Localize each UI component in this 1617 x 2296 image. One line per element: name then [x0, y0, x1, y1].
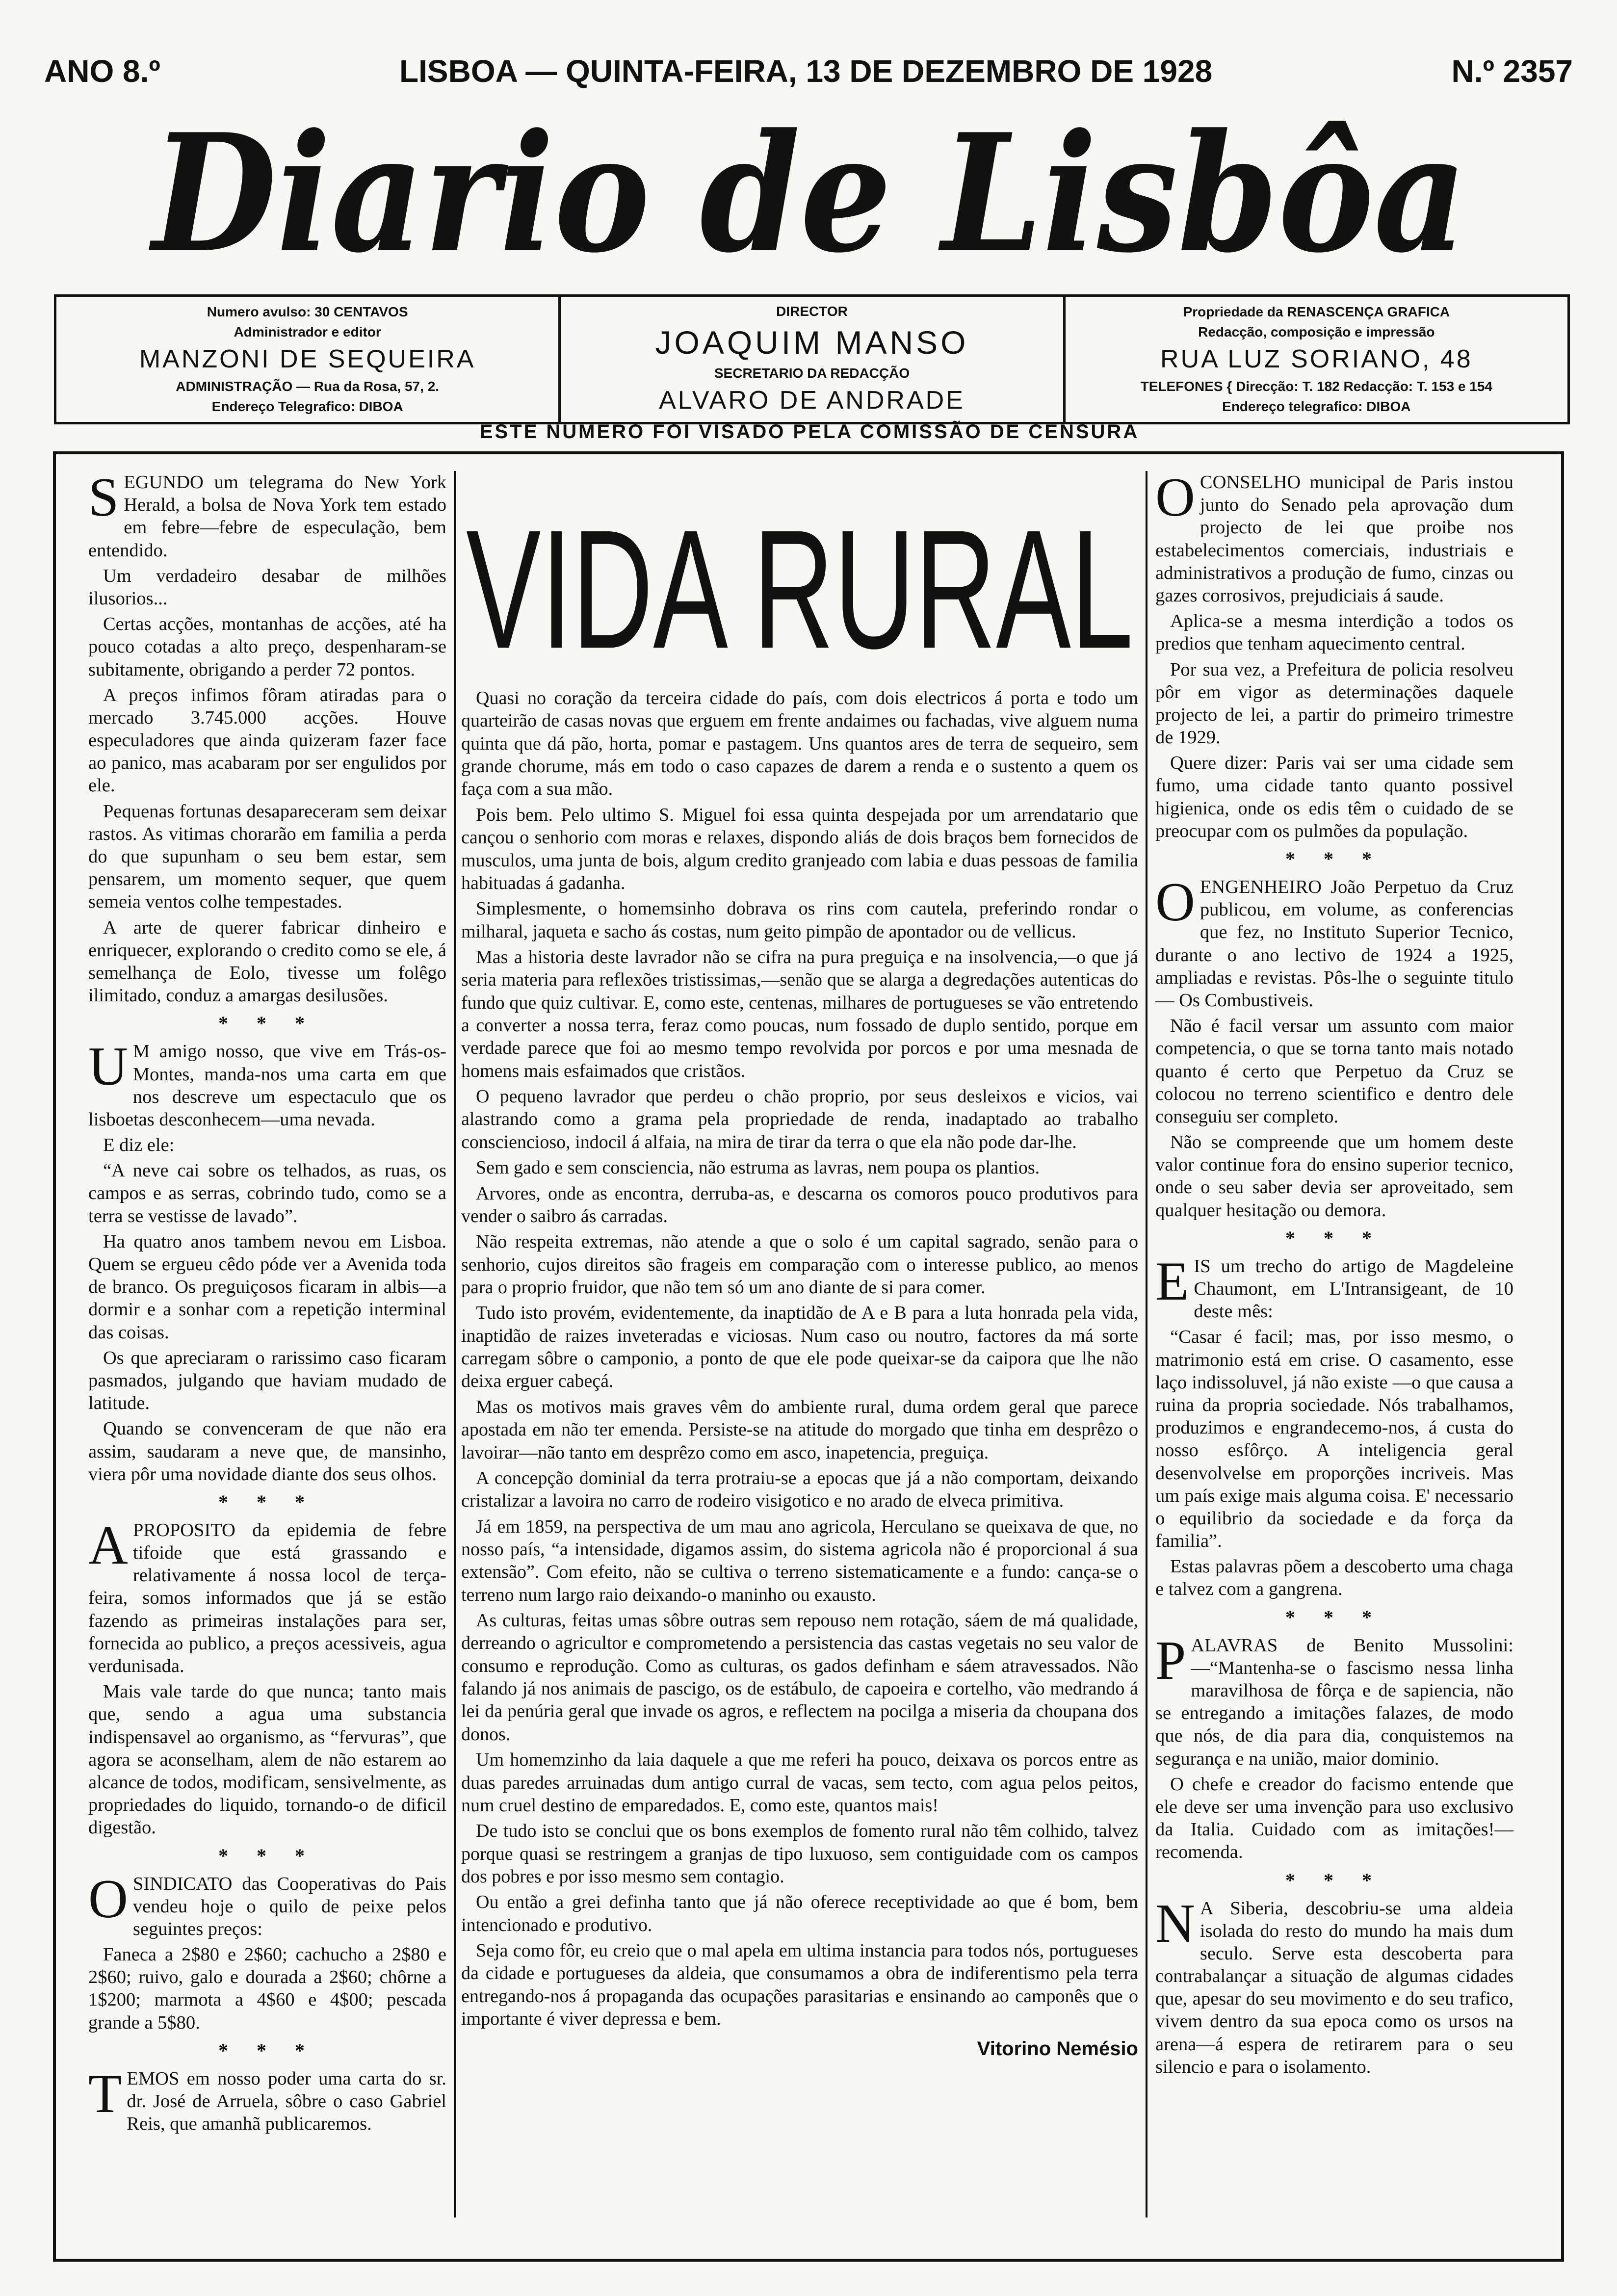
print-label: Redacção, composição e impressão	[1198, 324, 1435, 340]
admin-address: ADMINISTRAÇÃO — Rua da Rosa, 57, 2.	[176, 378, 440, 394]
center-column	[461, 687, 1138, 2061]
paragraph: Estas palavras põem a descoberto uma chaga e talvez com a gangrena.	[1155, 1556, 1513, 1600]
section-separator: * * *	[218, 1844, 316, 1867]
admin-name: MANZONI DE SEQUEIRA	[139, 345, 476, 374]
section-separator: * * *	[1285, 848, 1383, 870]
price-label: Numero avulso: 30 CENTAVOS	[207, 304, 408, 319]
paragraph: As culturas, feitas umas sôbre outras sem repouso nem rotação, sáem de má qualidade, derreando o agricultor e comprometendo a persistencia das castas vegetais no seu valor de consumo e reprodução. Como as culturas, os gados definham e sáem atravessados. Não falando já nos animais de pascigo, os de estábulo, de capoeira e cortelho, vão medrando á lei da penúria geral que invade os agros, e reflectem na pocilga a miseria da choupana dos donos.	[461, 1610, 1138, 1745]
paragraph: OENGENHEIRO João Perpetuo da Cruz publicou, em volume, as conferencias que fez, no Instituto Superior Tecnico, durante o ano lectivo de 1924 a 1925, ampliadas e revistas. Pôs-lhe o seguinte titulo — Os Combustiveis.	[1155, 872, 1513, 1011]
paragraph: A arte de querer fabricar dinheiro e enriquecer, explorando o credito como se ele, á semelhança de Eolo, tivesse um folêgo ilimitado, conduz a amargas desilusões.	[88, 917, 446, 1006]
paragraph: A concepção dominial da terra protraiu-se a epocas que já a não comportam, deixando cristalizar a lavoira no carro de rodeiro visigotico e no arado de elveca primitiva.	[461, 1467, 1138, 1512]
year-label: ANO 8.º	[44, 53, 160, 89]
censorship-notice: ESTE NUMERO FOI VISADO PELA COMISSÃO DE CENSURA	[479, 421, 1140, 443]
paragraph: APROPOSITO da epidemia de febre tifoide que está grassando e relativamente á nossa locol de terça-feira, somos informados que já se estão fazendo as primeiras instalações para ser, fornecida ao publico, a preços acessiveis, agua verdunisada.	[88, 1514, 446, 1676]
paragraph: Tudo isto provém, evidentemente, da inaptidão de A e B para a luta honrada pela vida, inaptidão de raizes inveteradas e viciosas. Num caso ou noutro, factores da má sorte carregam sôbre o camponio, a ponto de que ele pode queixar-se da caipora que lhe não deixa erguer cabeçá.	[461, 1303, 1138, 1392]
section-separator: * * *	[1285, 1869, 1383, 1891]
paragraph: Um verdadeiro desabar de milhões ilusorios...	[88, 565, 446, 609]
left-column	[88, 467, 446, 2138]
info-center	[561, 297, 1065, 422]
article-headline	[461, 466, 1138, 672]
paragraph: De tudo isto se conclui que os bons exemplos de fomento rural não têm colhido, talvez porque quasi se restringem a granjas de tipo luxuoso, sem contiguidade com os campos dos pobres e por isso mesmo sem contagio.	[461, 1821, 1138, 1887]
paragraph: Mas a historia deste lavrador não se cifra na pura preguiça e na insolvencia,—o que já seria materia para reflexões tristissimas,—senão que se alarga a degredações autenticas do fundo que quiz cultivar. E, como este, centenas, milhares de portugueses se vão entretendo a converter a nossa terra, feraz como poucas, num fossado de duplo sentido, porque em verdade parece que foi ao mesmo tempo revolvida por porcos e por uma mesnada de homens mais esfaimados que cristãos.	[461, 946, 1138, 1081]
drop-cap: O	[88, 1868, 128, 1930]
headline-text: VIDA RURAL	[466, 494, 1133, 672]
info-bar	[54, 294, 1570, 424]
paragraph: Aplica-se a mesma interdição a todos os predios que tenham aquecimento central.	[1155, 611, 1513, 654]
paragraph: Mais vale tarde do que nunca; tanto mais que, sendo a agua uma substancia indispensavel ao organismo, as “fervuras”, que agora se aconselham, alem de não estarem ao alcance de todos, modificam, sensivelmente, as propriedades do liquido, tornando-o de dificil digestão.	[88, 1681, 446, 1838]
paragraph: Não se compreende que um homem deste valor continue fora do ensino superior tecnico, onde o seu saber devia ser aproveitado, sem qualquer hesitação ou demora.	[1155, 1132, 1513, 1221]
phones: TELEFONES { Direcção: T. 182 Redacção: T. 153 e 154	[1140, 378, 1493, 394]
section-separator: * * *	[218, 2039, 316, 2061]
paragraph: Faneca a 2$80 e 2$60; cachucho a 2$80 e 2$60; ruivo, galo e dourada a 2$60; chôrne a 1$200; marmota a 4$60 e 4$00; pescada grande a 5$80.	[88, 1944, 446, 2033]
section-separator: * * *	[218, 1490, 316, 1513]
right-column	[1155, 467, 1513, 2081]
paragraph: Por sua vez, a Prefeitura de policia resolveu pôr em vigor as determinações daquele projecto de lei, a partir do primeiro trimestre de 1929.	[1155, 659, 1513, 748]
paragraph: O chefe e creador do facismo entende que ele deve ser uma invenção para uso exclusivo da Italia. Cuidado com as imitações!—recomenda.	[1155, 1774, 1513, 1863]
paragraph: Já em 1859, na perspectiva de um mau ano agricola, Herculano se queixava de que, no nosso país, “a intensidade, digamos assim, do sistema agricola não é proporcional á sua extensão”. Com efeito, não se cultiva o terreno sistematicamente e a fundo: cança-se o terreno num largo raio deixando-o maninho ou exausto.	[461, 1516, 1138, 1605]
paragraph: Quasi no coração da terceira cidade do país, com dois electricos á porta e todo um quarteirão de casas novas que erguem em frente andaimes ou fachadas, vive alguem numa quinta que dá pão, horta, pomar e pastagem. Uns quantos ares de terra de sequeiro, sem grande chorume, más em todo o caso capazes de darem a renda e o sustento a quem os faça com a sua mão.	[461, 688, 1138, 800]
paragraph: N A Siberia, descobriu-se uma aldeia isolada do resto do mundo ha mais dum seculo. Serve esta descoberta para contrabalançar a situação de algumas cidades que, apesar do seu movimento e do seu trafico, vivem dentro da sua epoca como os ursos na arena—á espera de retirarem para o seu silencio e para o isolamento.	[1155, 1893, 1513, 2077]
top-dateline	[44, 49, 1573, 93]
paragraph: Arvores, onde as encontra, derruba-as, e descarna os comoros pouco produtivos para vender o saibro ás carradas.	[461, 1183, 1138, 1226]
drop-cap: N	[1155, 1893, 1195, 1954]
issue-number: N.º 2357	[1451, 53, 1573, 89]
date-label: LISBOA — QUINTA-FEIRA, 13 DE DEZEMBRO DE 1928	[399, 53, 1213, 89]
drop-cap: O	[1155, 872, 1195, 933]
paragraph: “A neve cai sobre os telhados, as ruas, os campos e as serras, cobrindo tudo, como se a terra se vestisse de lavado”.	[88, 1160, 446, 1226]
paragraph: PALAVRAS de Benito Mussolini: —“Mantenha-se o fascismo nessa linha maravilhosa de fôrça e de sapiencia, não se entregando a imitações falazes, de modo que nós, de dia para dia, conquistemos na segurança e na união, maior dominio.	[1155, 1630, 1513, 1769]
column-rule-right	[1146, 471, 1148, 2218]
paragraph: SEGUNDO um telegrama do New York Herald, a bolsa de Nova York tem estado em febre—febre de especulação, bem entendido.	[88, 467, 446, 561]
paragraph: Simplesmente, o homemsinho dobrava os rins com cautela, preferindo rondar o milharal, jaqueta e sacho ás costas, num geito pimpão de apontador ou de vellicus.	[461, 898, 1138, 942]
paragraph: OSINDICATO das Cooperativas do Pais vendeu hoje o quilo de peixe pelos seguintes preços:	[88, 1868, 446, 1939]
paragraph: Pequenas fortunas desapareceram sem deixar rastos. As vitimas chorarão em familia a perda do que supunham o seu bem estar, sem pensarem, um momento sequer, que quem semeia ventos colhe tempestades.	[88, 801, 446, 913]
author-signature: Vitorino Nemésio	[977, 2038, 1138, 2060]
paragraph: Não respeita extremas, não atende a que o solo é um capital sagrado, senão para o senhorio, cujos direitos são frageis em comparação com o interesse publico, ao menos para o proprio fruidor, que não tem só um ano diante de si para comer.	[461, 1231, 1138, 1298]
director-name: JOAQUIM MANSO	[655, 324, 969, 361]
owner-label: Propriedade da RENASCENÇA GRAFICA	[1183, 304, 1450, 319]
masthead	[142, 103, 1477, 285]
section-separator: * * *	[1285, 1606, 1383, 1628]
secretary-label: SECRETARIO DA REDACÇÃO	[714, 365, 910, 381]
drop-cap: E	[1155, 1251, 1189, 1312]
drop-cap: U	[88, 1036, 128, 1097]
headline-graphic	[461, 466, 1138, 672]
paragraph: Pois bem. Pelo ultimo S. Miguel foi essa quinta despejada por um arrendatario que cançou o senhorio com moras e relaxes, dispondo aliás de dois braços bem fornecidos de musculos, uma junta de bois, algum credito granjeado com labia e duas pessoas de familia habituadas á gadanha.	[461, 804, 1138, 893]
paragraph: Seja como fôr, eu creio que o mal apela em ultima instancia para todos nós, portugueses da cidade e portugueses da aldeia, que consumamos a obra de indiferentismo pela terra entregando-nos á propaganda das ocupações parasitarias e ensinando ao camponês que o importante é viver depressa e bem.	[461, 1940, 1138, 2030]
drop-cap: T	[88, 2063, 122, 2124]
paragraph: EIS um trecho do artigo de Magdeleine Chaumont, em L'Intransigeant, de 10 deste mês:	[1155, 1251, 1513, 1322]
paragraph: Ha quatro anos tambem nevou em Lisboa. Quem se ergueu cêdo póde ver a Avenida toda de branco. Os preguiçosos ficaram in albis—a dormir e a sonhar com a repetição interminal das coisas.	[88, 1231, 446, 1343]
paragraph: Certas acções, montanhas de acções, até ha pouco cotadas a alto preço, despenharam-se subitamente, obrigando a perder 72 pontos.	[88, 614, 446, 680]
column-rule-left	[454, 471, 456, 2218]
paragraph: E diz ele:	[103, 1135, 175, 1156]
masthead-logo	[142, 103, 1477, 285]
paragraph: Ou então a grei definha tanto que já não oferece receptividade ao que é bom, bem intencionado e produtivo.	[461, 1892, 1138, 1935]
paragraph: U M amigo nosso, que vive em Trás-os-Montes, manda-nos uma carta em que nos descreve um espectaculo que os lisboetas desconhecem—uma nevada.	[88, 1036, 446, 1130]
director-label: DIRECTOR	[776, 304, 848, 319]
street-address: RUA LUZ SORIANO, 48	[1160, 345, 1473, 374]
paragraph: Mas os motivos mais graves vêm do ambiente rural, duma ordem geral que parece apostada em não ter emenda. Persiste-se na atitude do morgado que tinha em desprêzo o lavoirar—não tanto em desprêzo como em asco, inapetencia, preguiça.	[461, 1396, 1138, 1463]
paragraph: Os que apreciaram o rarissimo caso ficaram pasmados, julgando que haviam mudado de latitude.	[88, 1347, 446, 1414]
drop-cap: P	[1155, 1630, 1186, 1691]
paragraph: Sem gado e sem consciencia, não estruma as lavras, nem poupa os plantios.	[476, 1157, 1040, 1178]
paragraph: Um homemzinho da laia daquele a que me referi ha pouco, deixava os porcos entre as duas paredes arruinadas dum antigo curral de vacas, sem tecto, com agua pelos peitos, num cruel destino de emparedados. E, como este, quantos mais!	[461, 1749, 1138, 1816]
paragraph: Quere dizer: Paris vai ser uma cidade sem fumo, uma cidade tanto quanto possivel higienica, onde os edis têm o cuidado de se preocupar com os pulmões da população.	[1155, 753, 1513, 841]
drop-cap: A	[88, 1514, 128, 1576]
masthead-title: Diario de Lisbôa	[147, 103, 1467, 285]
info-left	[56, 297, 561, 422]
paragraph: A preços infimos fôram atiradas para o mercado 3.745.000 acções. Houve especuladores que ainda quizeram fazer face ao panico, mas acabaram por ser engulidos por ele.	[88, 684, 446, 796]
paragraph: TEMOS em nosso poder uma carta do sr. dr. José de Arruela, sôbre o caso Gabriel Reis, que amanhã publicaremos.	[88, 2063, 446, 2135]
drop-cap: O	[1155, 467, 1195, 528]
paragraph: Quando se convenceram de que não era assim, saudaram a neve que, de mansinho, viera pôr uma novidade diante dos seus olhos.	[88, 1418, 446, 1485]
secretary-name: ALVARO DE ANDRADE	[659, 386, 965, 415]
paragraph: “Casar é facil; mas, por isso mesmo, o matrimonio está em crise. O casamento, esse laço indissoluvel, já não existe —o que causa a ruina da propria sociedade. Nós trabalhamos, produzimos e engrandecemo-nos, á custa do nosso esfôrço. A inteligencia geral desenvolvelse em proporções incriveis. Mas um país exige mais alguma coisa. E' necessario o equilibrio da sociedade e da força da familia”.	[1155, 1327, 1513, 1552]
admin-label: Administrador e editor	[234, 324, 381, 340]
paragraph: Não é facil versar um assunto com maior competencia, o que se torna tanto mais notado quanto é certo que Perpetuo da Cruz se colocou no terreno scientifico e dentro dele conseguiu ser completo.	[1155, 1016, 1513, 1127]
drop-cap: S	[88, 467, 119, 528]
paragraph: O pequeno lavrador que perdeu o chão proprio, por seus desleixos e vicios, vai alastrando como a grama pela propriedade de renda, inadaptado ao trabalho consciencioso, indocil á alfaia, na mira de tirar da terra o que ela não pode dar-lhe.	[461, 1086, 1138, 1152]
telegraph-right: Endereço telegrafico: DIBOA	[1222, 399, 1411, 415]
telegraph-left: Endereço Telegrafico: DIBOA	[211, 399, 403, 415]
section-separator: * * *	[1285, 1226, 1383, 1249]
info-right	[1066, 297, 1567, 422]
paragraph: OCONSELHO municipal de Paris instou junto do Senado pela aprovação dum projecto de lei que proibe nos estabelecimentos comerciais, industriais e administrativos a produção de fumo, cinzas ou gazes corrosivos, prejudiciais á saude.	[1155, 467, 1513, 606]
section-separator: * * *	[218, 1012, 316, 1035]
